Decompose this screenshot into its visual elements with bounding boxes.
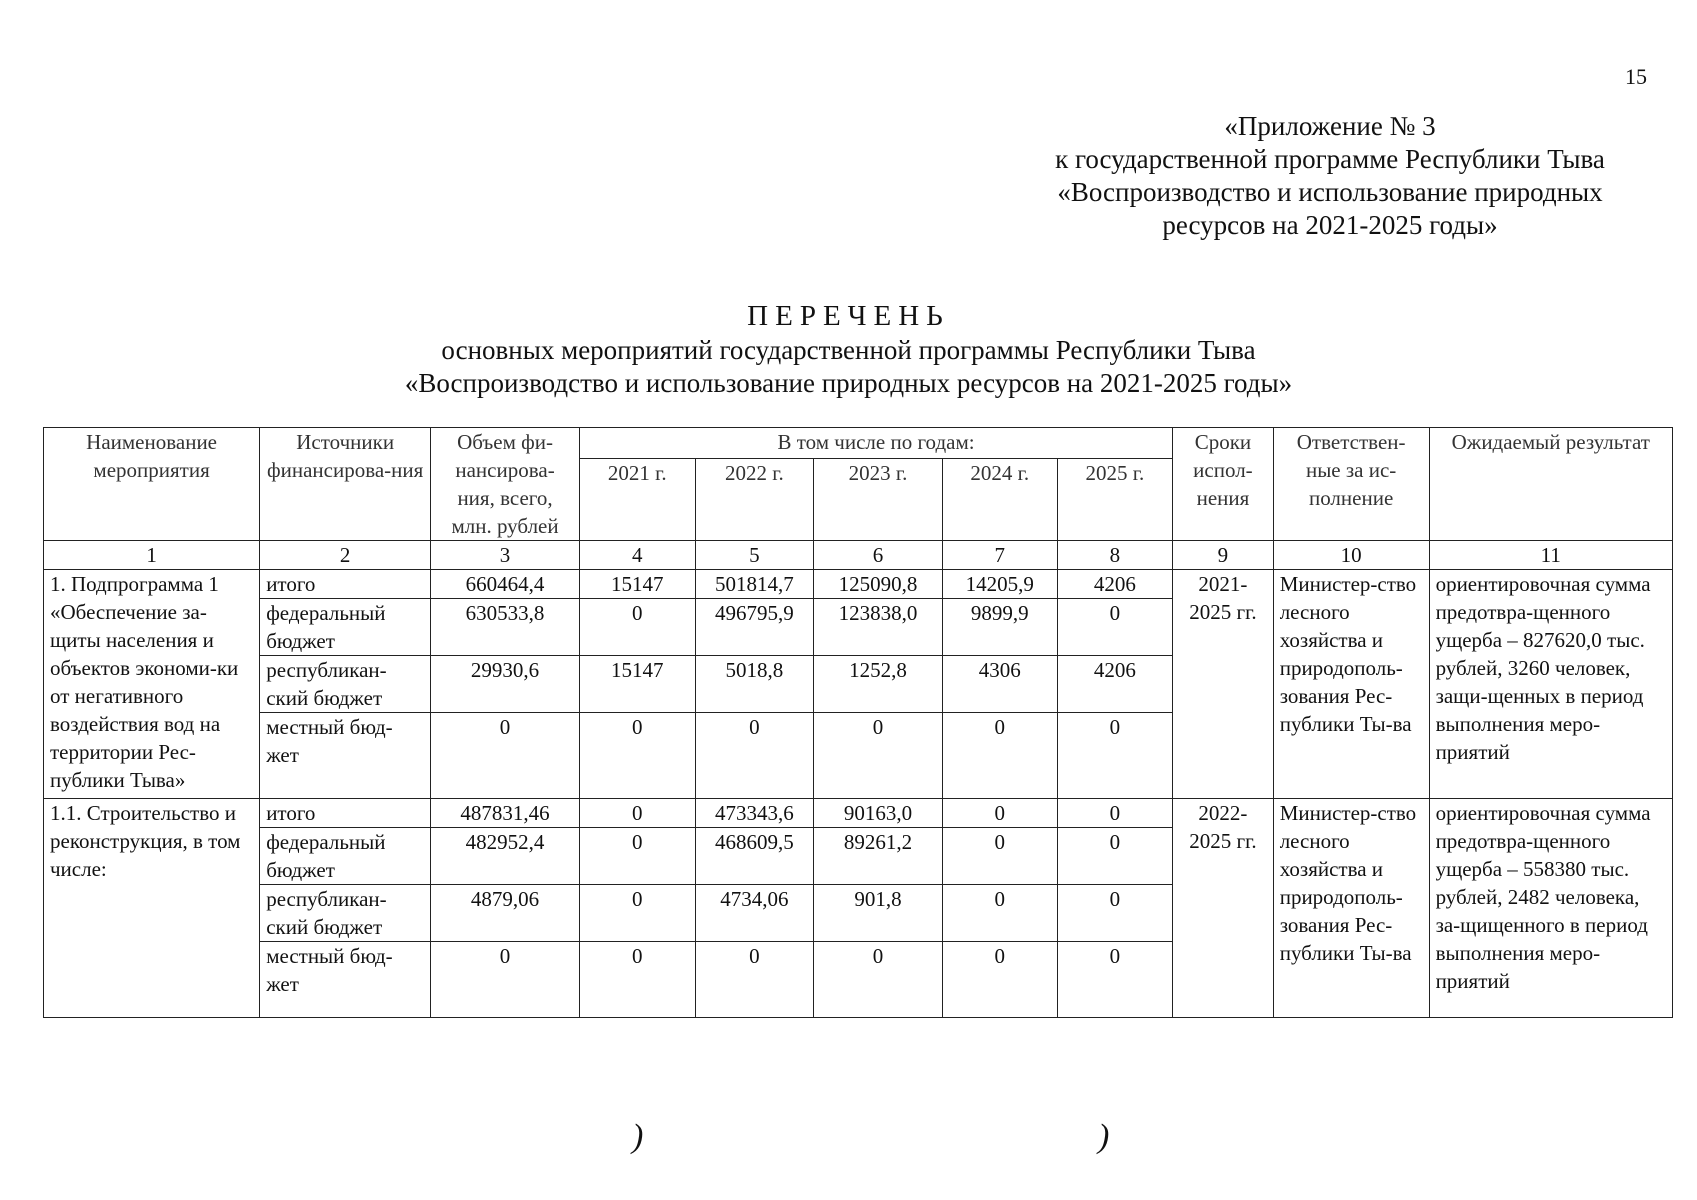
- funding-source: республикан-ский бюджет: [260, 656, 431, 713]
- funding-source: федеральный бюджет: [260, 599, 431, 656]
- title-main: ПЕРЕЧЕНЬ: [747, 300, 950, 332]
- appendix-header: [1000, 110, 1660, 242]
- execution-terms: 2021-2025 гг.: [1173, 570, 1274, 799]
- header-by-years: В том числе по годам:: [579, 428, 1172, 459]
- header-volume: Объем фи-нансирова-ния, всего, млн. рублей: [431, 428, 580, 541]
- funding-2022: 473343,6: [695, 799, 814, 828]
- funding-2025: 0: [1057, 799, 1173, 828]
- column-number: 11: [1429, 541, 1672, 570]
- appendix-line-1: «Приложение № 3: [1224, 111, 1436, 141]
- header-year-2022: 2022 г.: [695, 459, 814, 541]
- funding-2022: 496795,9: [695, 599, 814, 656]
- funding-2021: 15147: [579, 570, 695, 599]
- funding-2022: 0: [695, 942, 814, 1018]
- funding-2023: 901,8: [814, 885, 943, 942]
- funding-2022: 0: [695, 713, 814, 799]
- funding-2024: 14205,9: [942, 570, 1057, 599]
- header-result: Ожидаемый результат: [1429, 428, 1672, 541]
- column-number: 6: [814, 541, 943, 570]
- funding-2025: 0: [1057, 713, 1173, 799]
- header-responsible: Ответствен-ные за ис-полнение: [1273, 428, 1429, 541]
- funding-source: федеральный бюджет: [260, 828, 431, 885]
- funding-2023: 1252,8: [814, 656, 943, 713]
- funding-2025: 4206: [1057, 570, 1173, 599]
- document-title: [0, 298, 1697, 400]
- funding-2021: 0: [579, 942, 695, 1018]
- funding-2024: 0: [942, 799, 1057, 828]
- funding-2022: 5018,8: [695, 656, 814, 713]
- page-mark-right: ): [1098, 1118, 1110, 1155]
- header-name: Наименование мероприятия: [44, 428, 260, 541]
- funding-2023: 125090,8: [814, 570, 943, 599]
- funding-2022: 4734,06: [695, 885, 814, 942]
- funding-2024: 4306: [942, 656, 1057, 713]
- measure-name: 1.1. Строительство и реконструкция, в том числе:: [44, 799, 260, 1018]
- column-number-row: [44, 541, 1673, 570]
- funding-2022: 501814,7: [695, 570, 814, 599]
- funding-2021: 0: [579, 885, 695, 942]
- header-year-2023: 2023 г.: [814, 459, 943, 541]
- funding-total: 29930,6: [431, 656, 580, 713]
- responsible-party: Министер-ство лесного хозяйства и природополь-зования Рес-публики Ты-ва: [1273, 799, 1429, 1018]
- funding-total: 0: [431, 942, 580, 1018]
- funding-2025: 0: [1057, 942, 1173, 1018]
- funding-2025: 0: [1057, 599, 1173, 656]
- appendix-line-2: к государственной программе Республики Тыва: [1055, 144, 1605, 174]
- funding-2024: 0: [942, 828, 1057, 885]
- table-row: [44, 799, 1673, 828]
- column-number: 1: [44, 541, 260, 570]
- funding-2024: 0: [942, 713, 1057, 799]
- funding-total: 4879,06: [431, 885, 580, 942]
- funding-total: 487831,46: [431, 799, 580, 828]
- funding-source: местный бюд-жет: [260, 942, 431, 1018]
- column-number: 9: [1173, 541, 1274, 570]
- funding-2021: 15147: [579, 656, 695, 713]
- funding-2024: 9899,9: [942, 599, 1057, 656]
- page-mark-left: ): [632, 1118, 644, 1155]
- funding-2023: 123838,0: [814, 599, 943, 656]
- funding-total: 0: [431, 713, 580, 799]
- execution-terms: 2022-2025 гг.: [1173, 799, 1274, 1018]
- column-number: 10: [1273, 541, 1429, 570]
- expected-result: ориентировочная сумма предотвра-щенного ущерба – 827620,0 тыс. рублей, 3260 человек, защи-щенных в период выполнения меро-приятий: [1429, 570, 1672, 799]
- column-number: 5: [695, 541, 814, 570]
- funding-2025: 0: [1057, 828, 1173, 885]
- funding-2023: 89261,2: [814, 828, 943, 885]
- column-number: 8: [1057, 541, 1173, 570]
- page-number: 15: [1625, 64, 1647, 89]
- funding-2025: 4206: [1057, 656, 1173, 713]
- column-number: 3: [431, 541, 580, 570]
- column-number: 2: [260, 541, 431, 570]
- appendix-line-3: «Воспроизводство и использование природных: [1057, 177, 1603, 207]
- header-sources: Источники финансирова-ния: [260, 428, 431, 541]
- funding-2024: 0: [942, 942, 1057, 1018]
- title-subtitle-1: основных мероприятий государственной программы Республики Тыва: [441, 335, 1256, 365]
- funding-total: 630533,8: [431, 599, 580, 656]
- responsible-party: Министер-ство лесного хозяйства и природополь-зования Рес-публики Ты-ва: [1273, 570, 1429, 799]
- funding-2021: 0: [579, 799, 695, 828]
- funding-2023: 90163,0: [814, 799, 943, 828]
- funding-2025: 0: [1057, 885, 1173, 942]
- funding-2023: 0: [814, 713, 943, 799]
- funding-2024: 0: [942, 885, 1057, 942]
- funding-2023: 0: [814, 942, 943, 1018]
- appendix-line-4: ресурсов на 2021-2025 годы»: [1162, 210, 1498, 240]
- column-number: 7: [942, 541, 1057, 570]
- measure-name: 1. Подпрограмма 1 «Обеспечение за-щиты населения и объектов экономи-ки от негативного воздействия вод на территории Рес-публики Тыва»: [44, 570, 260, 799]
- funding-2021: 0: [579, 828, 695, 885]
- header-year-2021: 2021 г.: [579, 459, 695, 541]
- header-terms: Сроки испол-нения: [1173, 428, 1274, 541]
- expected-result: ориентировочная сумма предотвра-щенного ущерба – 558380 тыс. рублей, 2482 человека, за-щищенного в период выполнения меро-приятий: [1429, 799, 1672, 1018]
- funding-source: республикан-ский бюджет: [260, 885, 431, 942]
- header-year-2024: 2024 г.: [942, 459, 1057, 541]
- title-subtitle-2: «Воспроизводство и использование природных ресурсов на 2021-2025 годы»: [404, 368, 1293, 398]
- funding-source: итого: [260, 570, 431, 599]
- header-year-2025: 2025 г.: [1057, 459, 1173, 541]
- funding-2022: 468609,5: [695, 828, 814, 885]
- funding-total: 482952,4: [431, 828, 580, 885]
- column-number: 4: [579, 541, 695, 570]
- funding-total: 660464,4: [431, 570, 580, 599]
- funding-2021: 0: [579, 713, 695, 799]
- funding-source: итого: [260, 799, 431, 828]
- table-row: [44, 570, 1673, 599]
- funding-source: местный бюд-жет: [260, 713, 431, 799]
- funding-2021: 0: [579, 599, 695, 656]
- measures-table: [43, 427, 1673, 1018]
